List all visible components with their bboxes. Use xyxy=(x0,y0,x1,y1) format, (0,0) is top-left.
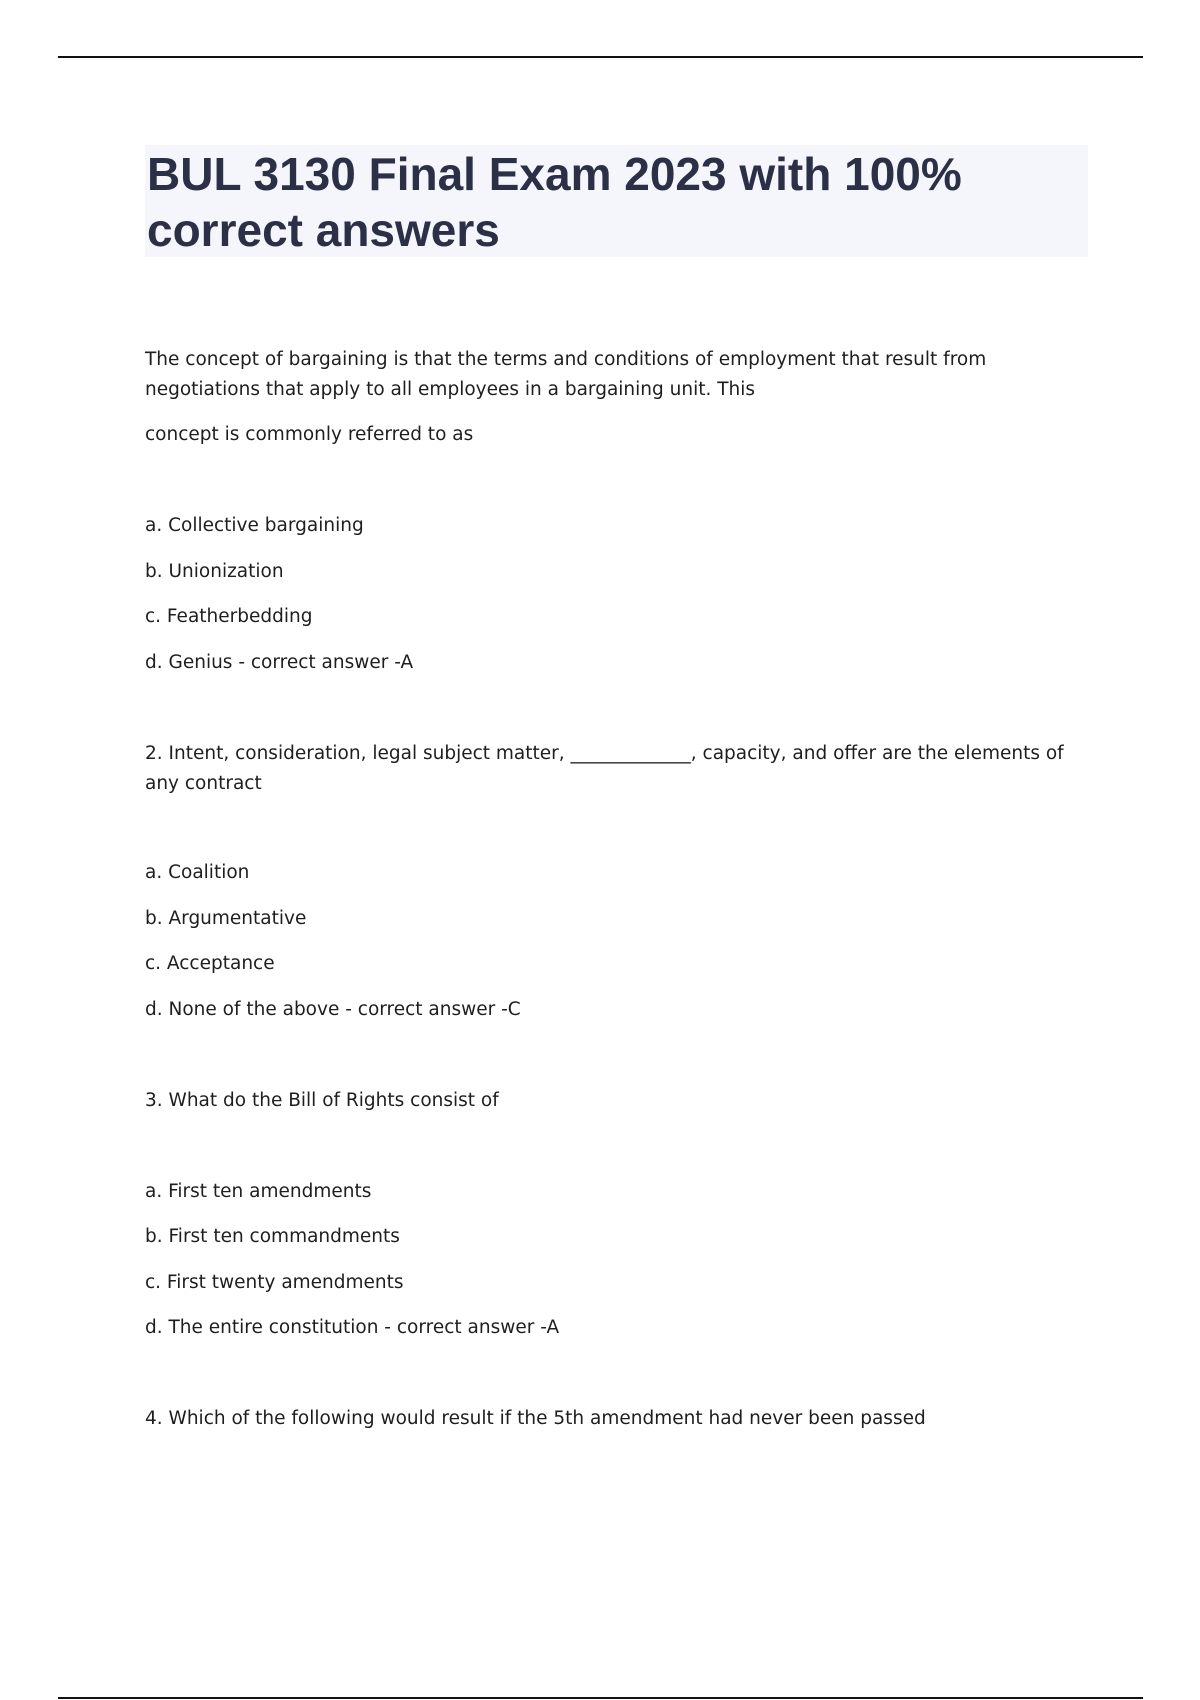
question-3-option-c: c. First twenty amendments xyxy=(145,1272,404,1293)
question-2-option-a: a. Coalition xyxy=(145,862,250,883)
question-1-option-b: b. Unionization xyxy=(145,561,284,582)
question-1-option-a: a. Collective bargaining xyxy=(145,515,364,536)
footer-rule xyxy=(58,1697,1143,1699)
question-2-text: 2. Intent, consideration, legal subject matter, _____________, capacity, and offer are the elements of any contract xyxy=(145,743,1064,794)
document-title: BUL 3130 Final Exam 2023 with 100% correct answers xyxy=(147,148,962,256)
question-1-text-continued: concept is commonly referred to as xyxy=(145,424,474,445)
header-rule xyxy=(58,56,1143,58)
question-1-text: The concept of bargaining is that the terms and conditions of employment that result from negotiations that apply to all employees in a bargaining unit. This xyxy=(145,349,987,400)
question-3-text: 3. What do the Bill of Rights consist of xyxy=(145,1090,499,1111)
question-3-option-d: d. The entire constitution - correct answer -A xyxy=(145,1317,560,1338)
question-4-text: 4. Which of the following would result if the 5th amendment had never been passed xyxy=(145,1408,926,1429)
question-2-option-c: c. Acceptance xyxy=(145,953,275,974)
question-2-option-b: b. Argumentative xyxy=(145,908,307,929)
question-1-option-c: c. Featherbedding xyxy=(145,606,313,627)
question-3-option-a: a. First ten amendments xyxy=(145,1181,372,1202)
question-1-option-d: d. Genius - correct answer -A xyxy=(145,652,414,673)
question-2-option-d: d. None of the above - correct answer -C xyxy=(145,999,521,1020)
question-3-option-b: b. First ten commandments xyxy=(145,1226,400,1247)
